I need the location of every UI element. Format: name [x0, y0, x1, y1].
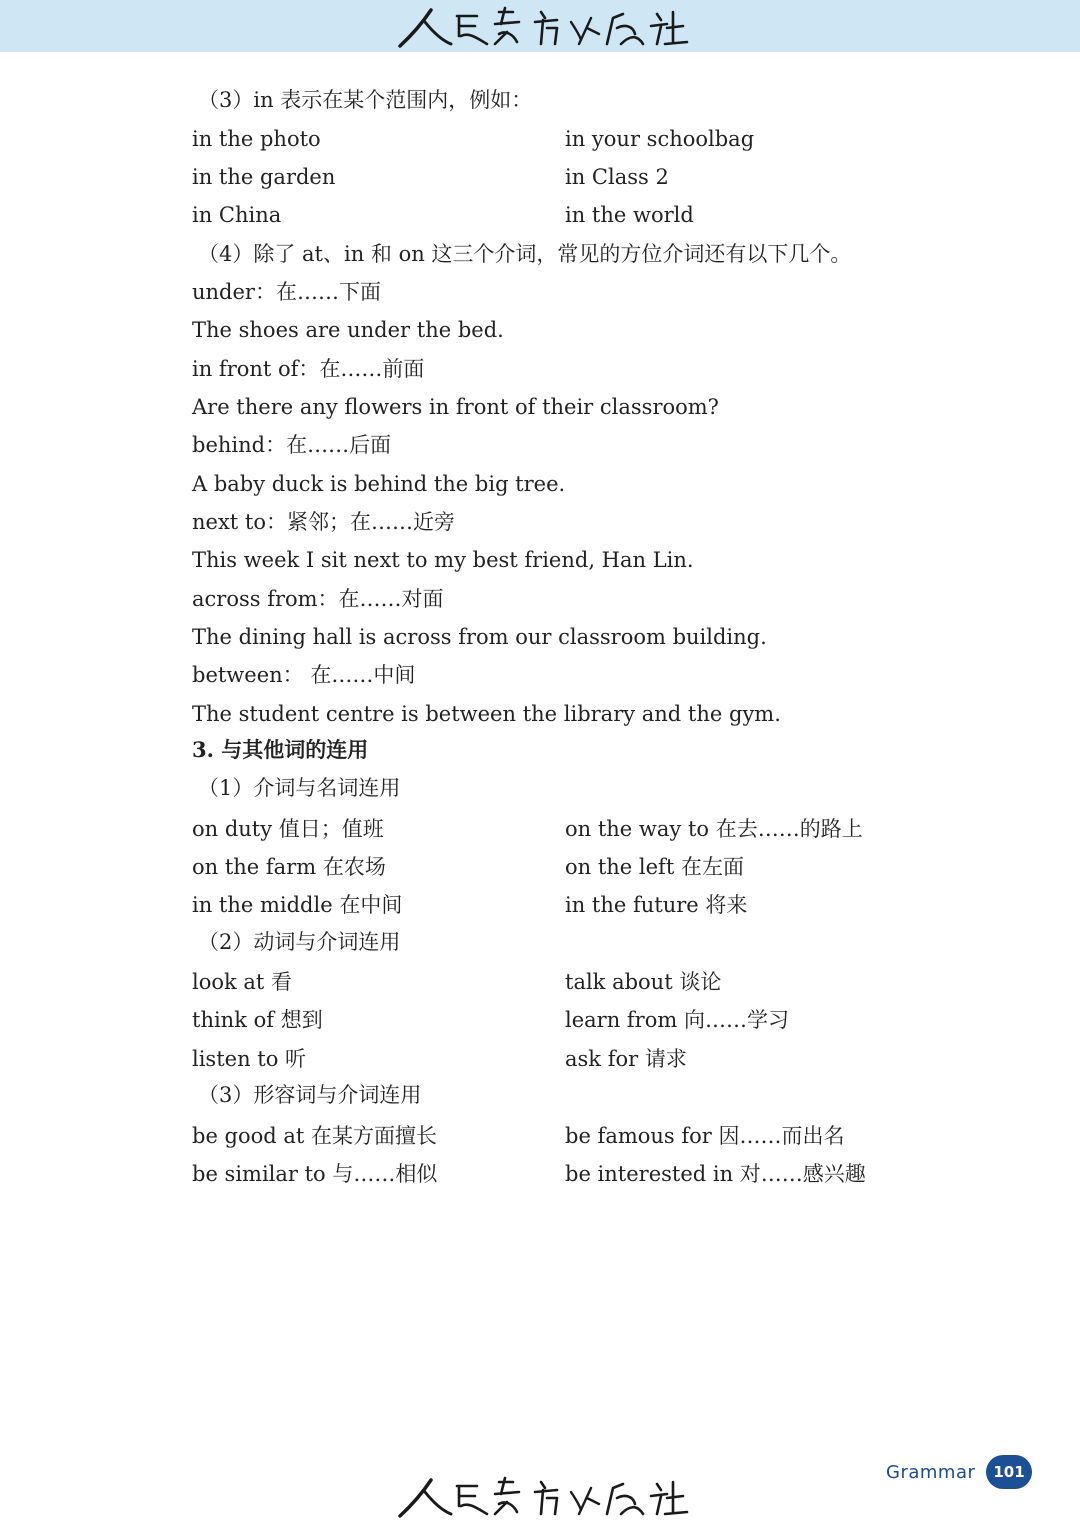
- publisher-calligraphy-logo-icon: [395, 4, 695, 50]
- phrase-item: be interested in 对……感兴趣: [565, 1162, 866, 1186]
- example-phrase: in Class 2: [565, 165, 669, 189]
- phrase-item: on the farm 在农场: [192, 855, 386, 879]
- preposition-definition: next to：紧邻；在……近旁: [192, 510, 455, 534]
- example-phrase: in the world: [565, 203, 694, 227]
- subsection-heading: （1）介词与名词连用: [198, 776, 401, 800]
- phrase-item: on the way to 在去……的路上: [565, 817, 863, 841]
- phrase-item: on the left 在左面: [565, 855, 744, 879]
- example-sentence: The dining hall is across from our classroom building.: [192, 625, 767, 649]
- example-sentence: Are there any flowers in front of their classroom?: [192, 395, 719, 419]
- example-sentence: The student centre is between the library and the gym.: [192, 702, 781, 726]
- preposition-definition: between： 在……中间: [192, 663, 416, 687]
- phrase-item: ask for 请求: [565, 1047, 687, 1071]
- phrase-item: in the future 将来: [565, 893, 748, 917]
- example-phrase: in the garden: [192, 165, 336, 189]
- subsection-heading: （4）除了 at、in 和 on 这三个介词，常见的方位介词还有以下几个。: [198, 242, 852, 266]
- preposition-definition: behind：在……后面: [192, 433, 392, 457]
- phrase-item: learn from 向……学习: [565, 1008, 789, 1032]
- phrase-item: be good at 在某方面擅长: [192, 1124, 438, 1148]
- publisher-calligraphy-logo-icon: [395, 1474, 695, 1520]
- phrase-item: listen to 听: [192, 1047, 307, 1071]
- preposition-definition: under：在……下面: [192, 280, 381, 304]
- example-phrase: in your schoolbag: [565, 127, 755, 151]
- subsection-heading: （3）in 表示在某个范围内，例如：: [198, 88, 533, 112]
- section-heading: 3. 与其他词的连用: [192, 737, 369, 762]
- phrase-item: think of 想到: [192, 1008, 323, 1032]
- phrase-item: in the middle 在中间: [192, 893, 403, 917]
- example-phrase: in the photo: [192, 127, 321, 151]
- subsection-heading: （3）形容词与介词连用: [198, 1083, 422, 1107]
- footer-section-label: Grammar: [886, 1462, 976, 1483]
- example-phrase: in China: [192, 203, 282, 227]
- phrase-item: look at 看: [192, 970, 293, 994]
- phrase-item: talk about 谈论: [565, 970, 722, 994]
- phrase-item: be similar to 与……相似: [192, 1162, 438, 1186]
- phrase-item: be famous for 因……而出名: [565, 1124, 845, 1148]
- example-sentence: This week I sit next to my best friend, Han Lin.: [192, 548, 694, 572]
- subsection-heading: （2）动词与介词连用: [198, 930, 401, 954]
- preposition-definition: in front of：在……前面: [192, 357, 425, 381]
- example-sentence: A baby duck is behind the big tree.: [192, 472, 566, 496]
- example-sentence: The shoes are under the bed.: [192, 318, 504, 342]
- page-number-badge: 101: [986, 1455, 1032, 1489]
- phrase-item: on duty 值日；值班: [192, 817, 384, 841]
- preposition-definition: across from：在……对面: [192, 587, 444, 611]
